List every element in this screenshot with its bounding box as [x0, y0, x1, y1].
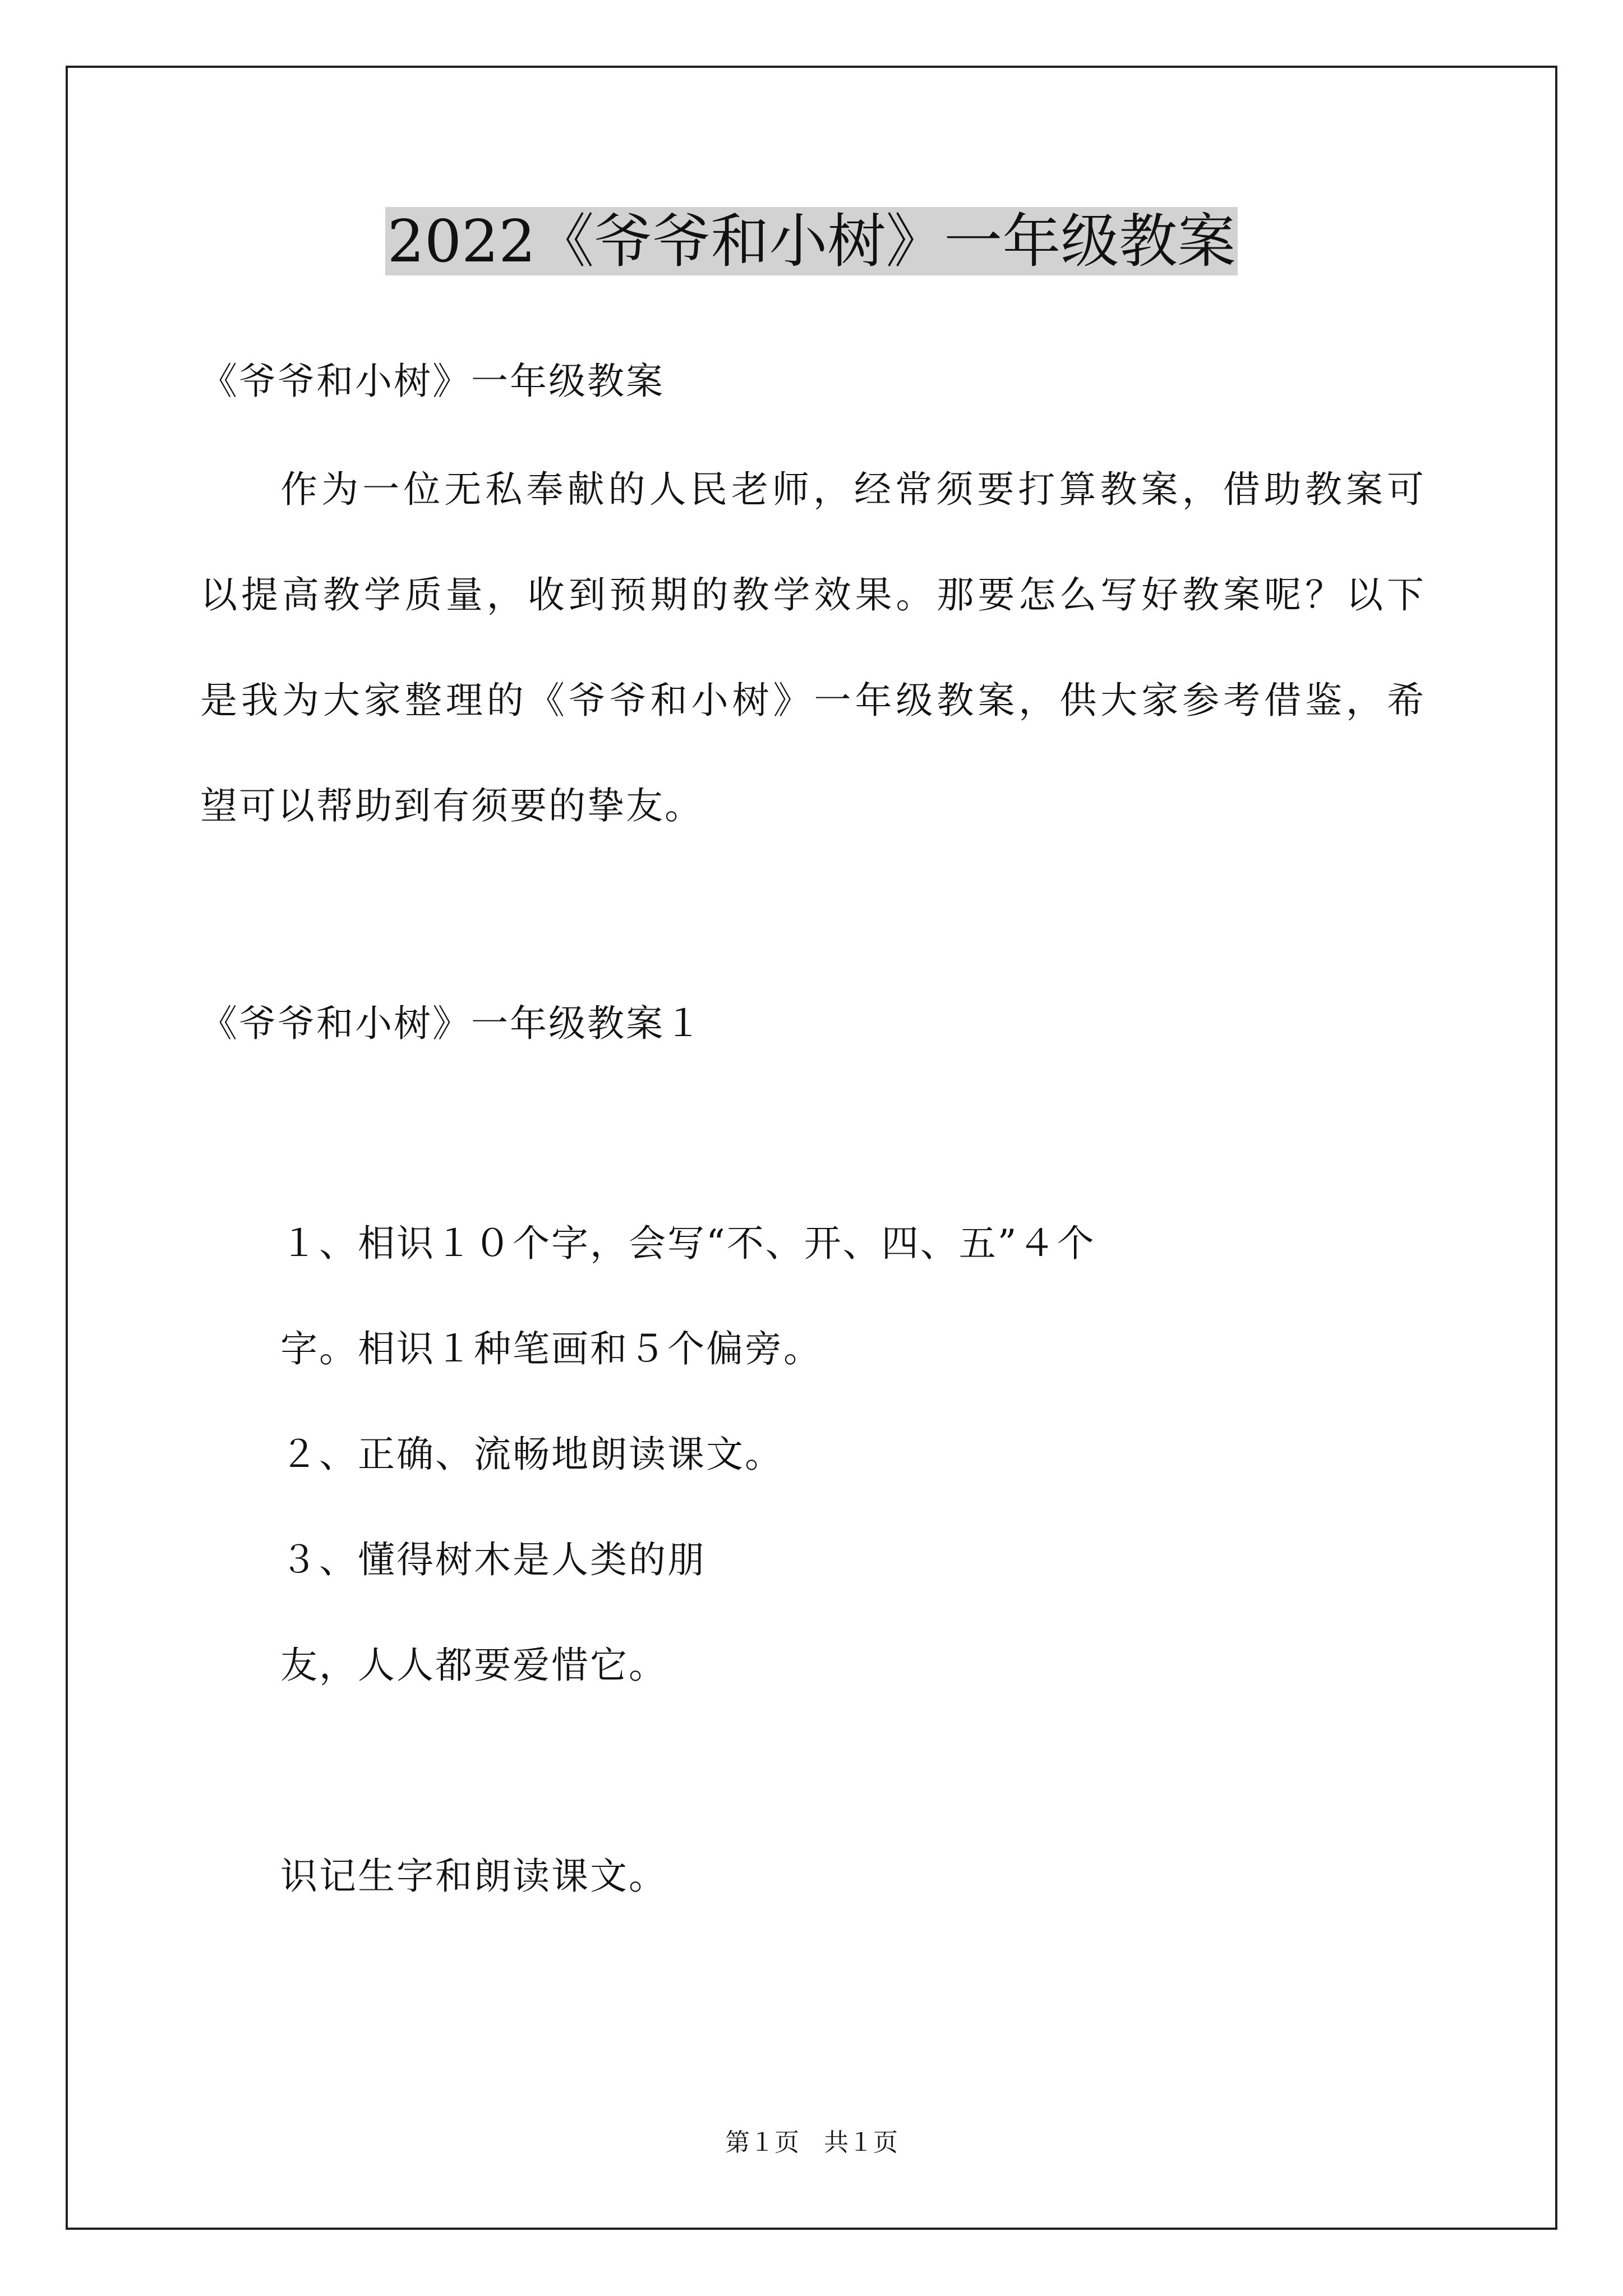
document-title: 2022《爷爷和小树》一年级教案 [0, 202, 1623, 280]
intro-line-2: 以提高教学质量，收到预期的教学效果。那要怎么写好教案呢？以下 [200, 573, 1426, 616]
goal-line-5: 友，人人都要爱惜它。 [280, 1644, 667, 1687]
key-point: 识记生字和朗读课文。 [280, 1855, 667, 1898]
intro-line-3: 是我为大家整理的《爷爷和小树》一年级教案，供大家参考借鉴，希 [200, 679, 1426, 722]
document-subtitle: 《爷爷和小树》一年级教案 [200, 360, 665, 403]
goal-line-1: １、相识１０个字，会写“不、开、四、五”４个 [280, 1222, 1096, 1265]
goal-line-4: ３、懂得树木是人类的朋 [280, 1538, 706, 1581]
page-number: 第１页 共１页 [725, 2128, 898, 2157]
goal-line-3: ２、正确、流畅地朗读课文。 [280, 1433, 783, 1476]
intro-line-4: 望可以帮助到有须要的挚友。 [200, 784, 703, 827]
section-heading: 《爷爷和小树》一年级教案１ [200, 1002, 703, 1045]
intro-line-1: 作为一位无私奉献的人民老师，经常须要打算教案，借助教案可 [280, 468, 1426, 511]
goal-line-2: 字。相识１种笔画和５个偏旁。 [280, 1327, 822, 1370]
